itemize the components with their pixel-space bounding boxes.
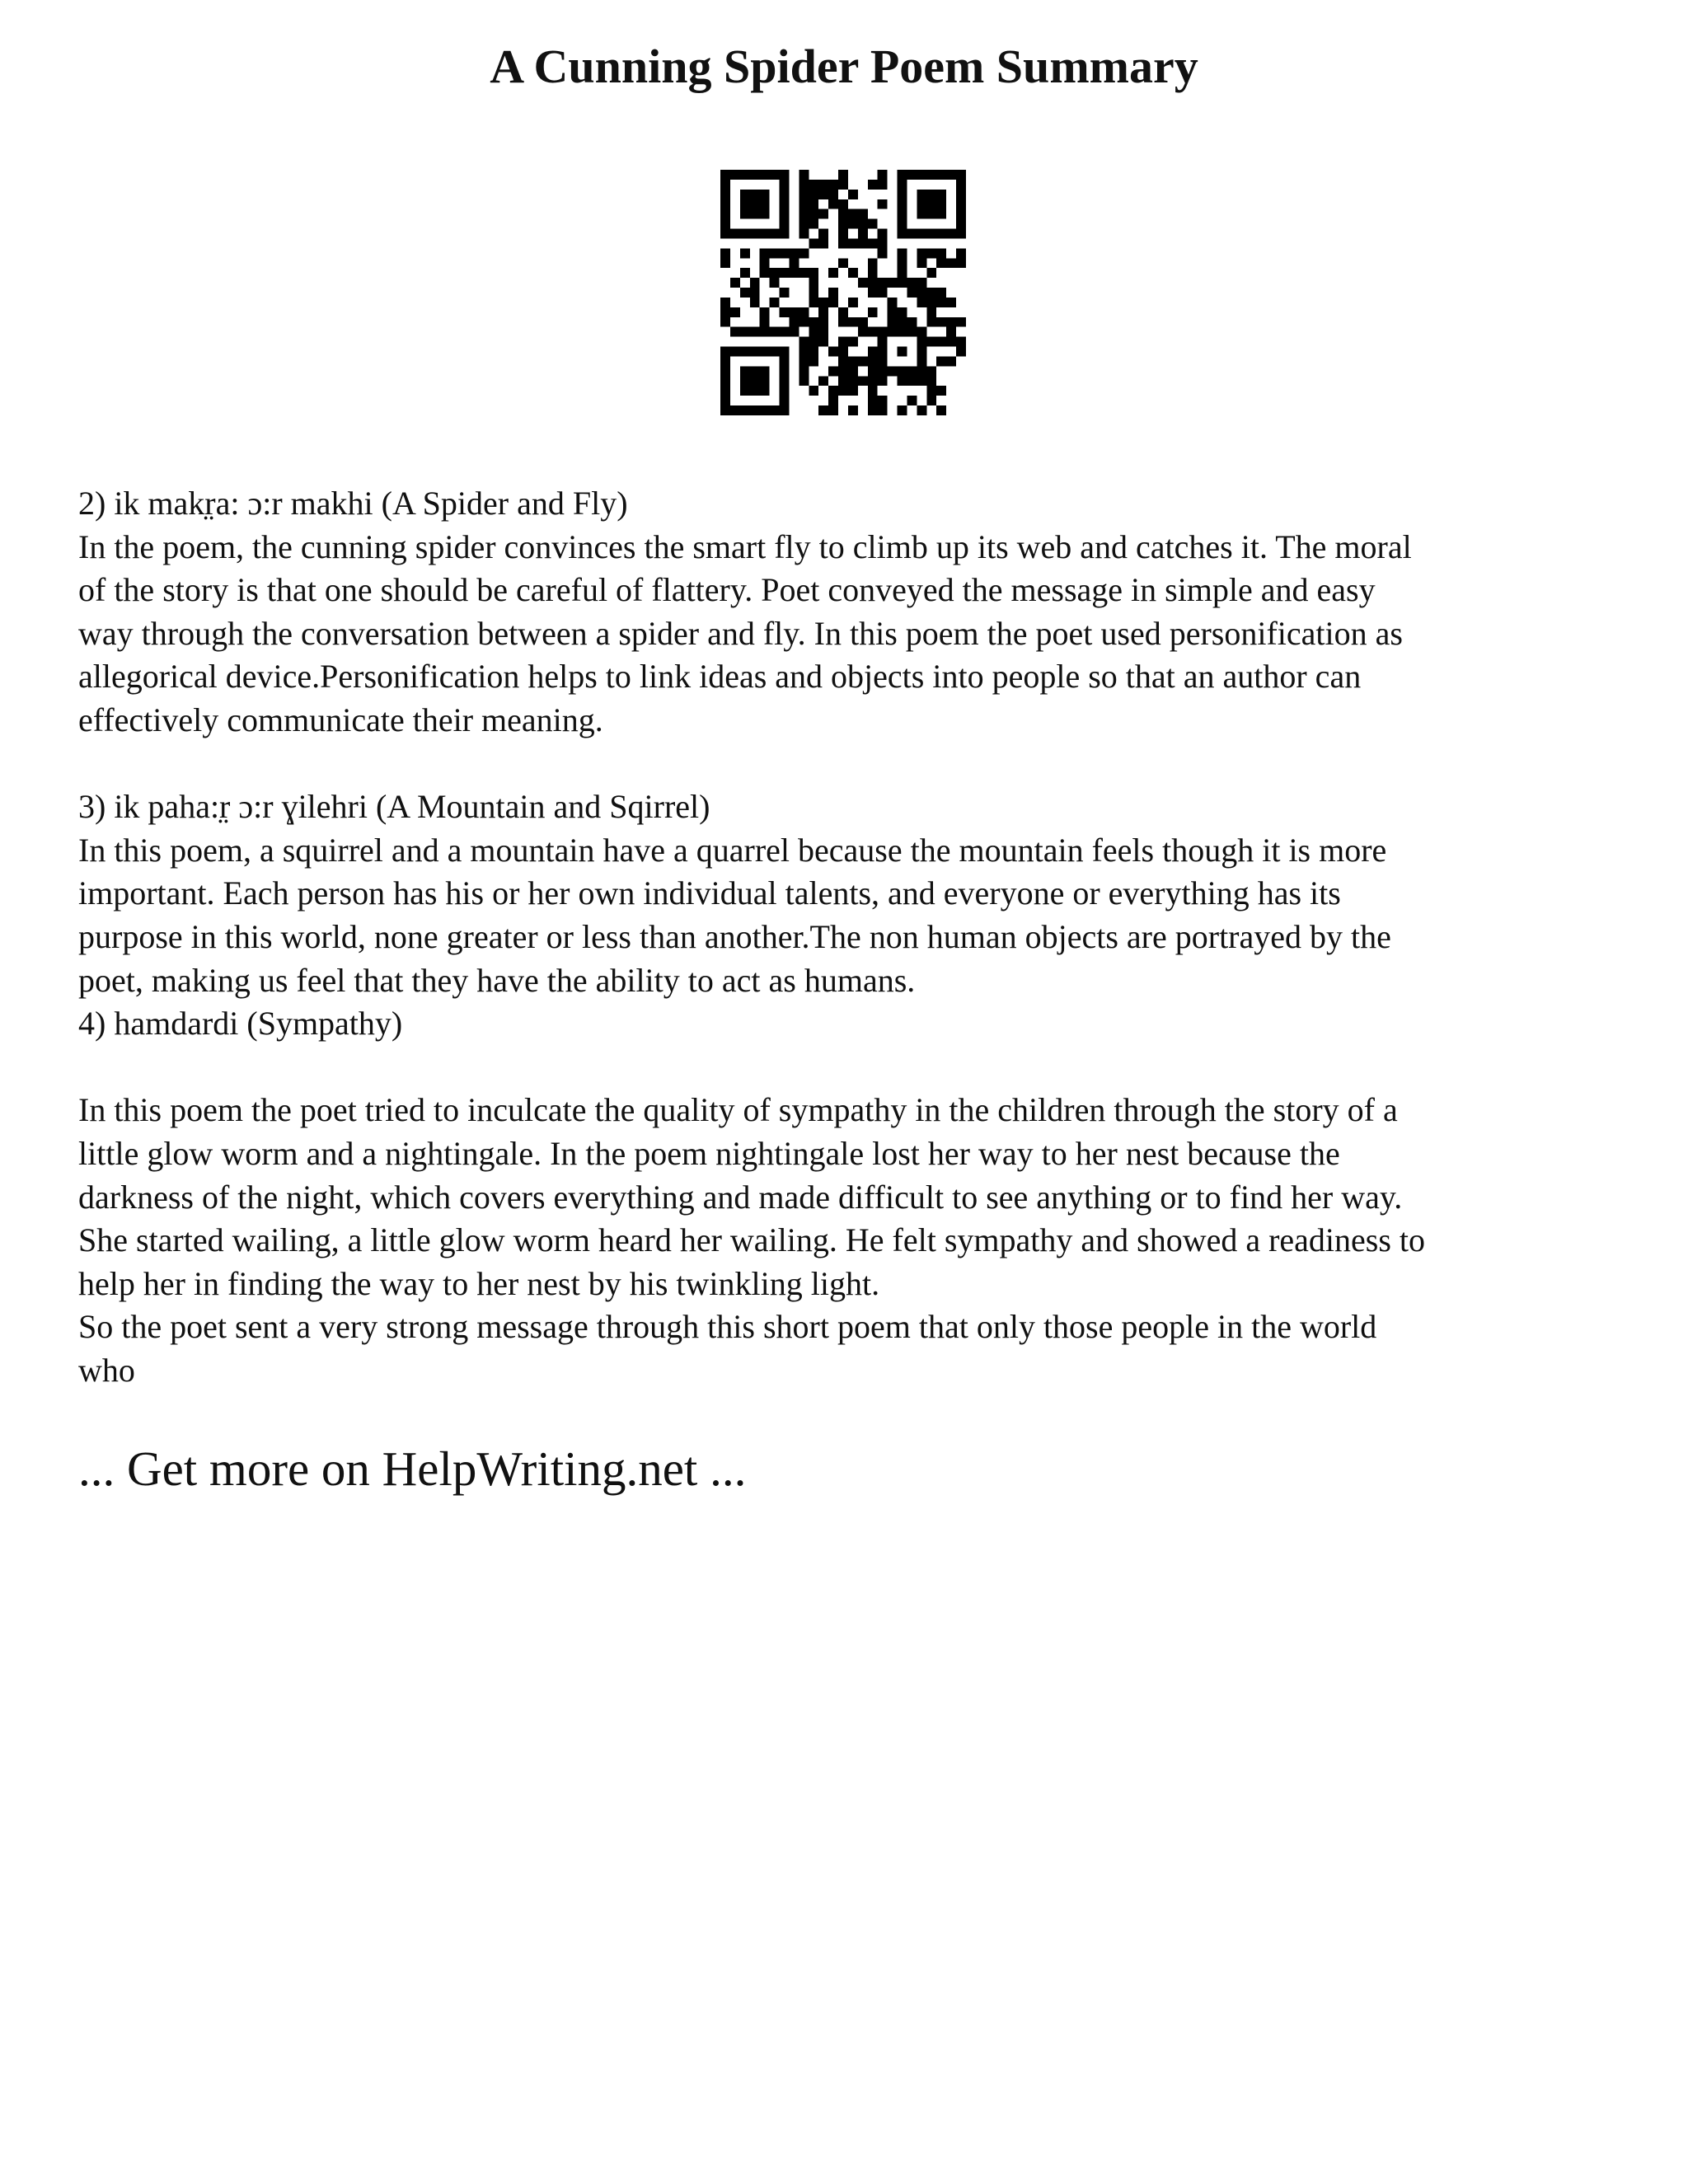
paragraph-line: In the poem, the cunning spider convinces the smart fly to climb up its web and catches it. The moral [78,527,1412,565]
paragraph-line: darkness of the night, which covers everything and made difficult to see anything or to find her way. [78,1178,1403,1216]
page-title: A Cunning Spider Poem Summary [490,40,1198,93]
paragraph-line: In this poem, a squirrel and a mountain have a quarrel because the mountain feels though it is more [78,831,1387,869]
paragraph-line: In this poem the poet tried to inculcate the quality of sympathy in the children through the story of a [78,1091,1398,1129]
get-more-link[interactable]: ... Get more on HelpWriting.net ... [78,1441,747,1496]
paragraph-spacer [78,1046,1628,1090]
section-heading-mountain-and-squirrel: 3) ik paha:r̤ ɔ:r ɣilehri (A Mountain and Sqirrel) [78,788,710,826]
paragraph-line: help her in finding the way to her nest by his twinkling light. [78,1264,880,1302]
paragraph-line: purpose in this world, none greater or less than another.The non human objects are portrayed by the [78,917,1391,955]
paragraph-line: of the story is that one should be careful of flattery. Poet conveyed the message in simple and easy [78,571,1376,609]
paragraph-line: poet, making us feel that they have the ability to act as humans. [78,961,916,999]
paragraph-line: allegorical device.Personification helps to link ideas and objects into people so that an author can [78,658,1362,696]
section-heading-spider-and-fly: 2) ik makr̤a: ɔ:r makhi (A Spider and Fly) [78,485,628,522]
paragraph-spacer [78,743,1628,786]
section-heading-sympathy: 4) hamdardi (Sympathy) [78,1005,403,1043]
paragraph-line: So the poet sent a very strong message through this short poem that only those people in the world [78,1308,1377,1346]
document-body [78,482,1628,1392]
paragraph-line: little glow worm and a nightingale. In the poem nightingale lost her way to her nest because the [78,1134,1340,1172]
paragraph-line: She started wailing, a little glow worm heard her wailing. He felt sympathy and showed a readiness to [78,1221,1426,1259]
paragraph-line: way through the conversation between a spider and fly. In this poem the poet used personification as [78,614,1403,652]
paragraph-line: effectively communicate their meaning. [78,701,603,738]
qr-code-icon [720,170,966,415]
paragraph-line: important. Each person has his or her own individual talents, and everyone or everything has its [78,874,1341,912]
paragraph-line: who [78,1351,135,1389]
